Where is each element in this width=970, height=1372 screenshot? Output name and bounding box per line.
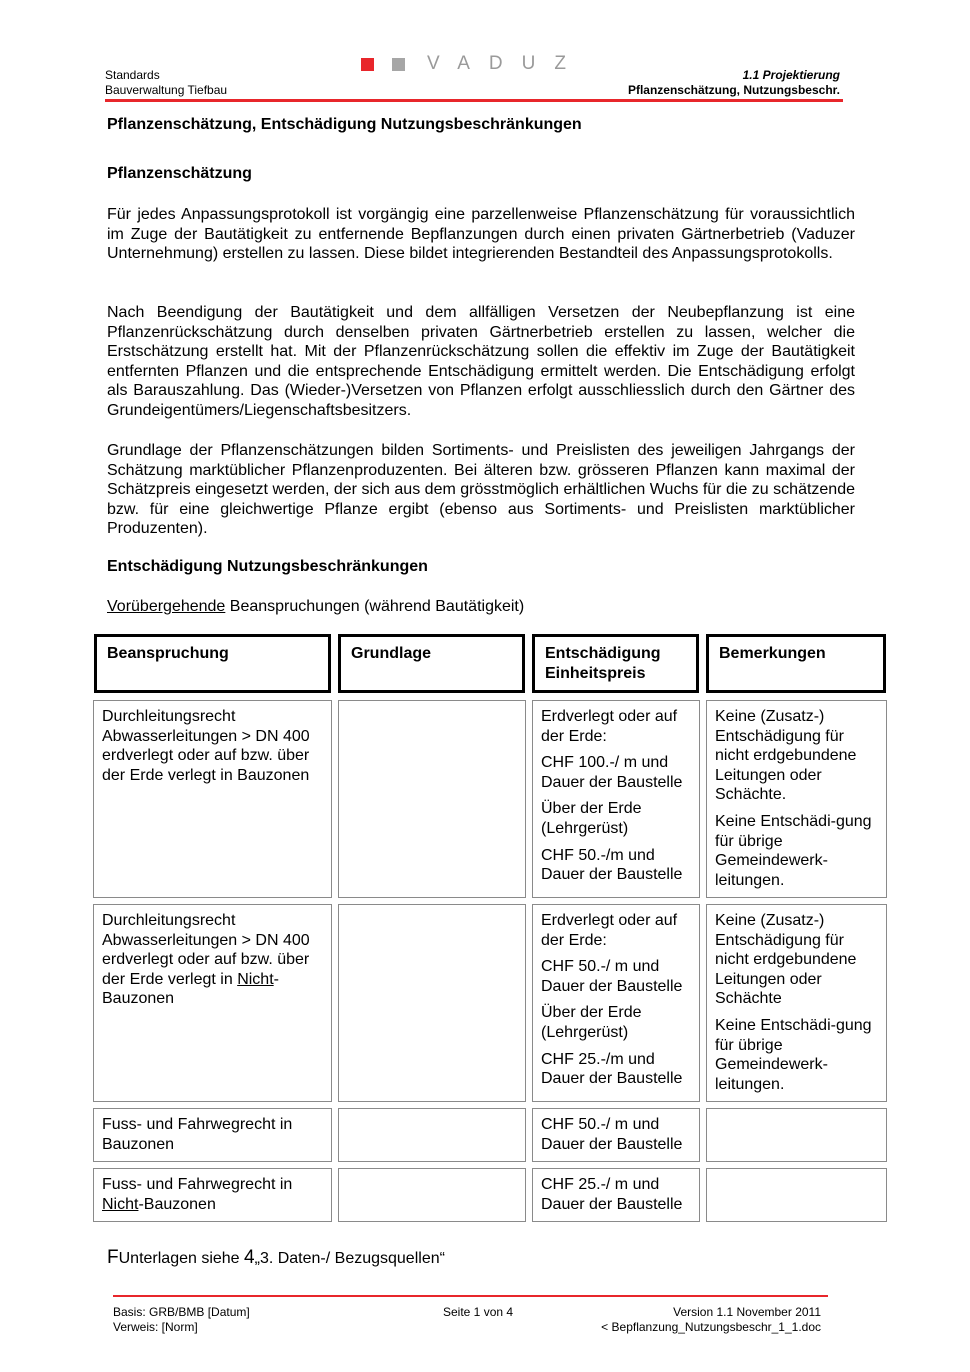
footer-left (113, 1305, 250, 1335)
reference-line (107, 1248, 445, 1269)
row2-bem-line-2: Keine Entschädi-gung für übrige Gemeindewerk-leitungen. (715, 1016, 872, 1093)
row4-beansp-pre: Fuss- und Fahrwegrecht in (102, 1176, 293, 1193)
row2-beansp-post: -Bauzonen (102, 970, 279, 1008)
row1-bem-line-2: Keine Entschädi-gung für übrige Gemeindewerk-leitungen. (715, 812, 872, 889)
reference-text-b: „3. Daten-/ Bezugsquellen“ (254, 1250, 445, 1267)
header-org-department: Bauverwaltung Tiefbau (105, 83, 228, 97)
paragraph-2: Nach Beendigung der Bautätigkeit und dem allfälligen Versetzen der Neubepflanzung ist eine Pflanzenrückschätzung durch denselben privaten Gärtnerbetrieb erstellen zu lassen, welcher die Erstschätzung erstellt hat. Mit der Pflanzenrückschätzung sollen die effektiv im Zuge der Bautätigkeit entfernten Pflanzen und die entsprechende Entschädigung ermittelt werden. Die Entschädigung erfolgt als Barauszahlung. Das (Wieder-)Versetzen von Pflanzen erfolgt ausschliesslich durch den Gärtner des Grundeigentümers/Liegenschaftsbesitzers. (107, 304, 855, 419)
header-left (105, 68, 227, 98)
table-header-bemerkungen: Bemerkungen (706, 634, 886, 693)
reference-pointer-icon: F (107, 1247, 119, 1268)
paragraph-1: Für jedes Anpassungsprotokoll ist vorgängig eine parzellenweise Pflanzenschätzung für voraussichtlich im Zuge der Bautätigkeit zu entfernende Bepflanzungen durch einen privaten Gärtnerbetrieb (Vaduzer Unternehmung) erstellen zu lassen. Diese bildet integrierenden Bestandteil des Anpassungsprotokolls. (107, 206, 855, 263)
row1-entsch-line-1: Erdverlegt oder auf der Erde: (541, 708, 678, 745)
logo-red-square-icon (361, 58, 374, 71)
header-topic: Pflanzenschätzung, Nutzungsbeschr. (627, 83, 840, 97)
row4-beansp-underlined: Nicht (102, 1195, 139, 1213)
row2-bemerkungen (706, 904, 887, 1102)
page-title: Pflanzenschätzung, Entschädigung Nutzungsbeschränkungen (107, 116, 582, 133)
section-heading-entschaedigung: Entschädigung Nutzungsbeschränkungen (107, 558, 428, 575)
row3-beanspruchung: Fuss- und Fahrwegrecht in Bauzonen (93, 1108, 332, 1162)
row3-bemerkungen (706, 1108, 887, 1162)
header-org-standards: Standards (105, 68, 160, 82)
row3-grundlage (338, 1108, 526, 1162)
logo-text: VADUZ (427, 53, 585, 74)
row2-beansp-pre: Durchleitungsrecht Abwasserleitungen > DN 400 erdverlegt oder auf bzw. über der Erde verlegt in (102, 912, 310, 988)
table-header-entschaedigung: Entschädigung Einheitspreis (532, 634, 699, 693)
file-link-icon: < (601, 1320, 609, 1334)
row3-entschaedigung: CHF 50.-/ m und Dauer der Baustelle (532, 1108, 700, 1162)
paragraph-3: Grundlage der Pflanzenschätzungen bilden Sortiments- und Preislisten des jeweiligen Jahrgangs der Schätzung marktüblicher Pflanzenproduzenten. Bei älteren bzw. grösseren Pflanzen kann maximal der Schätzpreis eingesetzt werden, der sich aus dem grösstmöglich erhältlichen Wuchs für die zu schätzende bzw. für eine gleichwertige Pflanze ergibt (ebenso aus Sortiments- und Preislisten marktüblicher Produzenten). (107, 442, 855, 538)
subtitle-rest: Beanspruchungen (während Bautätigkeit) (225, 598, 525, 615)
section-heading-pflanzenschaetzung: Pflanzenschätzung (107, 165, 252, 182)
table-header-grundlage: Grundlage (338, 634, 525, 693)
row2-entsch-line-4: CHF 25.-/m und Dauer der Baustelle (541, 1050, 683, 1088)
footer-basis: Basis: GRB/BMB [Datum] (113, 1305, 250, 1319)
footer-page-number: Seite 1 von 4 (443, 1305, 514, 1319)
footer-version: Version 1.1 November 2011 (673, 1305, 821, 1319)
row1-bem-line-1: Keine (Zusatz-) Entschädigung für nicht erdgebundene Leitungen oder Schächte. (715, 708, 857, 804)
row2-beanspruchung (93, 904, 332, 1102)
footer-filename: Bepflanzung_Nutzungsbeschr_1_1.doc (611, 1320, 821, 1334)
reference-text-a: Unterlagen siehe (118, 1250, 245, 1267)
row4-grundlage (338, 1168, 526, 1222)
row1-entsch-line-2: CHF 100.-/ m und Dauer der Baustelle (541, 754, 683, 791)
logo-gray-square-icon (392, 58, 405, 71)
row2-entschaedigung (532, 904, 700, 1102)
row1-bemerkungen (706, 700, 887, 898)
row1-beanspruchung: Durchleitungsrecht Abwasserleitungen > DN 400 erdverlegt oder auf bzw. über der Erde verlegt in Bauzonen (93, 700, 332, 898)
row1-entsch-line-4: CHF 50.-/m und Dauer der Baustelle (541, 846, 683, 884)
footer-divider (113, 1295, 828, 1297)
vaduz-logo (361, 55, 585, 73)
reference-number: 4 (244, 1247, 255, 1268)
row4-entschaedigung: CHF 25.-/ m und Dauer der Baustelle (532, 1168, 700, 1222)
row1-entsch-line-3: Über der Erde (Lehrgerüst) (541, 800, 642, 837)
row4-bemerkungen (706, 1168, 887, 1222)
table-subtitle (107, 598, 524, 616)
header-chapter: 1.1 Projektierung (742, 68, 840, 82)
row2-bem-line-1: Keine (Zusatz-) Entschädigung für nicht erdgebundene Leitungen oder Schächte (715, 912, 857, 1008)
footer-verweis: Verweis: [Norm] (113, 1320, 198, 1334)
header-divider (105, 99, 843, 102)
row2-entsch-line-2: CHF 50.-/ m und Dauer der Baustelle (541, 958, 683, 995)
footer-right (601, 1305, 821, 1335)
footer-file (601, 1320, 821, 1335)
subtitle-underlined: Vorübergehende (107, 598, 226, 615)
row1-entschaedigung (532, 700, 700, 898)
row4-beansp-post: -Bauzonen (138, 1195, 216, 1213)
row4-beanspruchung (93, 1168, 332, 1222)
row2-entsch-line-3: Über der Erde (Lehrgerüst) (541, 1004, 642, 1041)
table-header-beanspruchung: Beanspruchung (94, 634, 331, 693)
row2-beansp-underlined: Nicht (237, 970, 274, 988)
header-right (628, 68, 840, 98)
row1-grundlage (338, 700, 526, 898)
row2-entsch-line-1: Erdverlegt oder auf der Erde: (541, 912, 678, 949)
row2-grundlage (338, 904, 526, 1102)
